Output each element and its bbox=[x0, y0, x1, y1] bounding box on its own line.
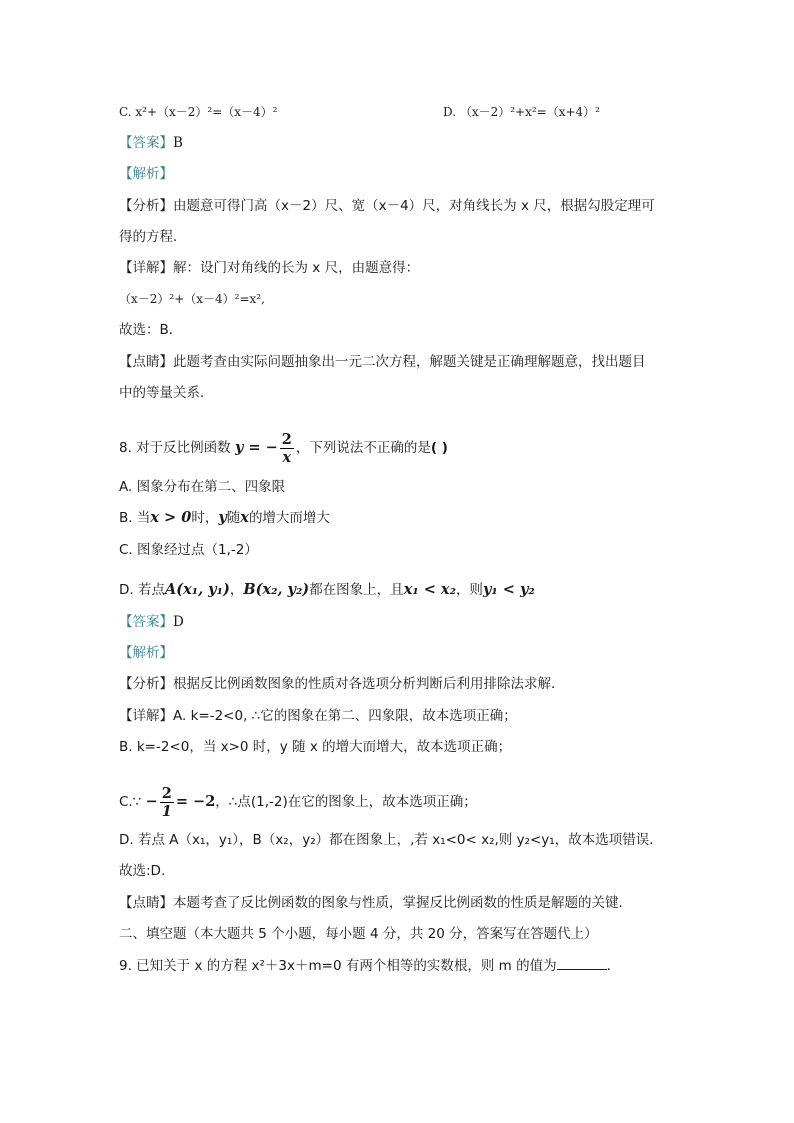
q8-option-b-mid2: 随 bbox=[226, 510, 241, 526]
q8-option-b-x: x bbox=[240, 509, 249, 526]
q8-xiangjie-b: B. k=-2<0，当 x>0 时，y 随 x 的增大而增大，故本选项正确； bbox=[119, 739, 512, 755]
answer-tag: 【答案】 bbox=[119, 135, 173, 151]
xiangjie-c-prefix: C.∵ bbox=[119, 794, 142, 810]
q8-choose: 故选:D. bbox=[119, 863, 166, 879]
xiangjie-c-numerator: 2 bbox=[161, 784, 172, 802]
q8-xiangjie-d: D. 若点 A（x₁，y₁），B（x₂，y₂）都在图象上，,若 x₁<0< x₂,则 y₂<y₁，故本选项错误． bbox=[119, 832, 663, 848]
q8-stem-prefix: 8. 对于反比例函数 bbox=[119, 440, 231, 456]
q8-fraction-denominator: x bbox=[282, 448, 292, 466]
q8-option-d-sep: ， bbox=[229, 582, 244, 598]
xiangjie-text: 解：设门对角线的长为 x 尺，由题意得： bbox=[173, 260, 420, 276]
q7-equation: （x－2）²+（x－4）²=x², bbox=[119, 292, 265, 306]
q8-dianjing bbox=[119, 893, 694, 913]
q8-xiangjie-a bbox=[119, 706, 694, 726]
q8-analysis-heading bbox=[119, 643, 694, 663]
dianjing-text: 此题考查由实际问题抽象出一元二次方程，解题关键是正确理解题意，找出题目 bbox=[173, 354, 646, 370]
q8-answer-paren: ( ) bbox=[430, 440, 448, 456]
minus-sign: − bbox=[145, 793, 158, 810]
xiangjie-tag: 【详解】 bbox=[119, 260, 173, 276]
fenxi-text: 由题意可得门高（x－2）尺、宽（x－4）尺，对角线长为 x 尺，根据勾股定理可 bbox=[173, 198, 655, 214]
q9-stem bbox=[119, 955, 694, 976]
answer-value: B bbox=[173, 135, 183, 151]
q9-stem-end: ． bbox=[606, 958, 621, 974]
section-title: 二、填空题（本大题共 5 个小题，每小题 4 分，共 20 分，答案写在答题代上） bbox=[119, 926, 598, 942]
q7-dianjing-line1 bbox=[119, 352, 694, 372]
xiangjie-c-denominator: 1 bbox=[161, 802, 172, 820]
answer-tag: 【答案】 bbox=[119, 614, 173, 630]
q8-point-b: B(x₂, y₂) bbox=[243, 581, 310, 598]
q7-fenxi-line2: 得的方程． bbox=[119, 229, 187, 245]
q8-point-a: A(x₁, y₁) bbox=[164, 581, 230, 598]
q7-option-d: D. （x－2）²+x²=（x+4）² bbox=[443, 105, 600, 119]
q8-option-b-mid1: 时， bbox=[191, 510, 219, 526]
q8-function-lhs: y = − bbox=[234, 439, 278, 456]
q7-fenxi-line1 bbox=[119, 196, 694, 216]
xiangjie-c-fraction bbox=[160, 785, 174, 820]
q7-option-c: C. x²+（x－2）²=（x－4）² bbox=[119, 105, 278, 119]
q8-stem-suffix: ，下列说法不正确的是 bbox=[295, 440, 431, 456]
fenxi-tag: 【分析】 bbox=[119, 198, 173, 214]
q8-option-d-mid2: ，则 bbox=[455, 582, 483, 598]
q8-option-c: C. 图象经过点（1,-2） bbox=[119, 542, 258, 558]
q8-option-b-condition: x > 0 bbox=[150, 509, 192, 526]
q8-option-d-prefix: D. 若点 bbox=[119, 582, 165, 598]
q8-answer bbox=[119, 612, 694, 632]
q8-option-b-y: y bbox=[218, 509, 227, 526]
q8-option-b bbox=[119, 508, 694, 528]
q8-option-b-prefix: B. 当 bbox=[119, 510, 151, 526]
fenxi-tag: 【分析】 bbox=[119, 676, 173, 692]
q8-fraction-numerator: 2 bbox=[281, 430, 292, 448]
q8-condition-x: x₁ < x₂ bbox=[403, 581, 456, 598]
q8-option-a: A. 图象分布在第二、四象限 bbox=[119, 479, 286, 495]
q8-xiangjie-c bbox=[119, 780, 694, 824]
q8-option-d bbox=[119, 580, 694, 600]
q8-condition-y: y₁ < y₂ bbox=[482, 581, 535, 598]
analysis-tag: 【解析】 bbox=[119, 166, 173, 182]
q8-option-b-suffix: 的增大而增大 bbox=[248, 510, 330, 526]
q8-stem bbox=[119, 428, 694, 468]
q9-stem-text: 9. 已知关于 x 的方程 x²＋3x＋m=0 有两个相等的实数根，则 m 的值为 bbox=[119, 958, 557, 974]
q8-function-fraction bbox=[280, 431, 294, 466]
dianjing-tag: 【点睛】 bbox=[119, 895, 173, 911]
dianjing-text: 本题考查了反比例函数的图象与性质，掌握反比例函数的性质是解题的关键． bbox=[173, 895, 632, 911]
q8-fenxi bbox=[119, 674, 694, 694]
xiangjie-text-a: A. k=-2<0, ∴它的图象在第二、四象限，故本选项正确； bbox=[173, 708, 517, 724]
q7-choose: 故选：B． bbox=[119, 322, 183, 338]
q8-option-d-mid: 都在图象上，且 bbox=[309, 582, 404, 598]
q9-answer-blank[interactable] bbox=[557, 955, 607, 970]
answer-value: D bbox=[173, 614, 184, 630]
q7-analysis-heading bbox=[119, 164, 694, 184]
xiangjie-c-equals: = −2 bbox=[175, 793, 216, 810]
q7-dianjing-line2: 中的等量关系． bbox=[119, 385, 214, 401]
analysis-tag: 【解析】 bbox=[119, 645, 173, 661]
fenxi-text: 根据反比例函数图象的性质对各选项分析判断后利用排除法求解． bbox=[173, 676, 565, 692]
q7-xiangjie bbox=[119, 258, 694, 278]
xiangjie-tag: 【详解】 bbox=[119, 708, 173, 724]
xiangjie-c-suffix: ，∴点(1,-2)在它的图象上，故本选项正确； bbox=[215, 794, 477, 810]
q7-answer bbox=[119, 133, 694, 153]
dianjing-tag: 【点睛】 bbox=[119, 354, 173, 370]
